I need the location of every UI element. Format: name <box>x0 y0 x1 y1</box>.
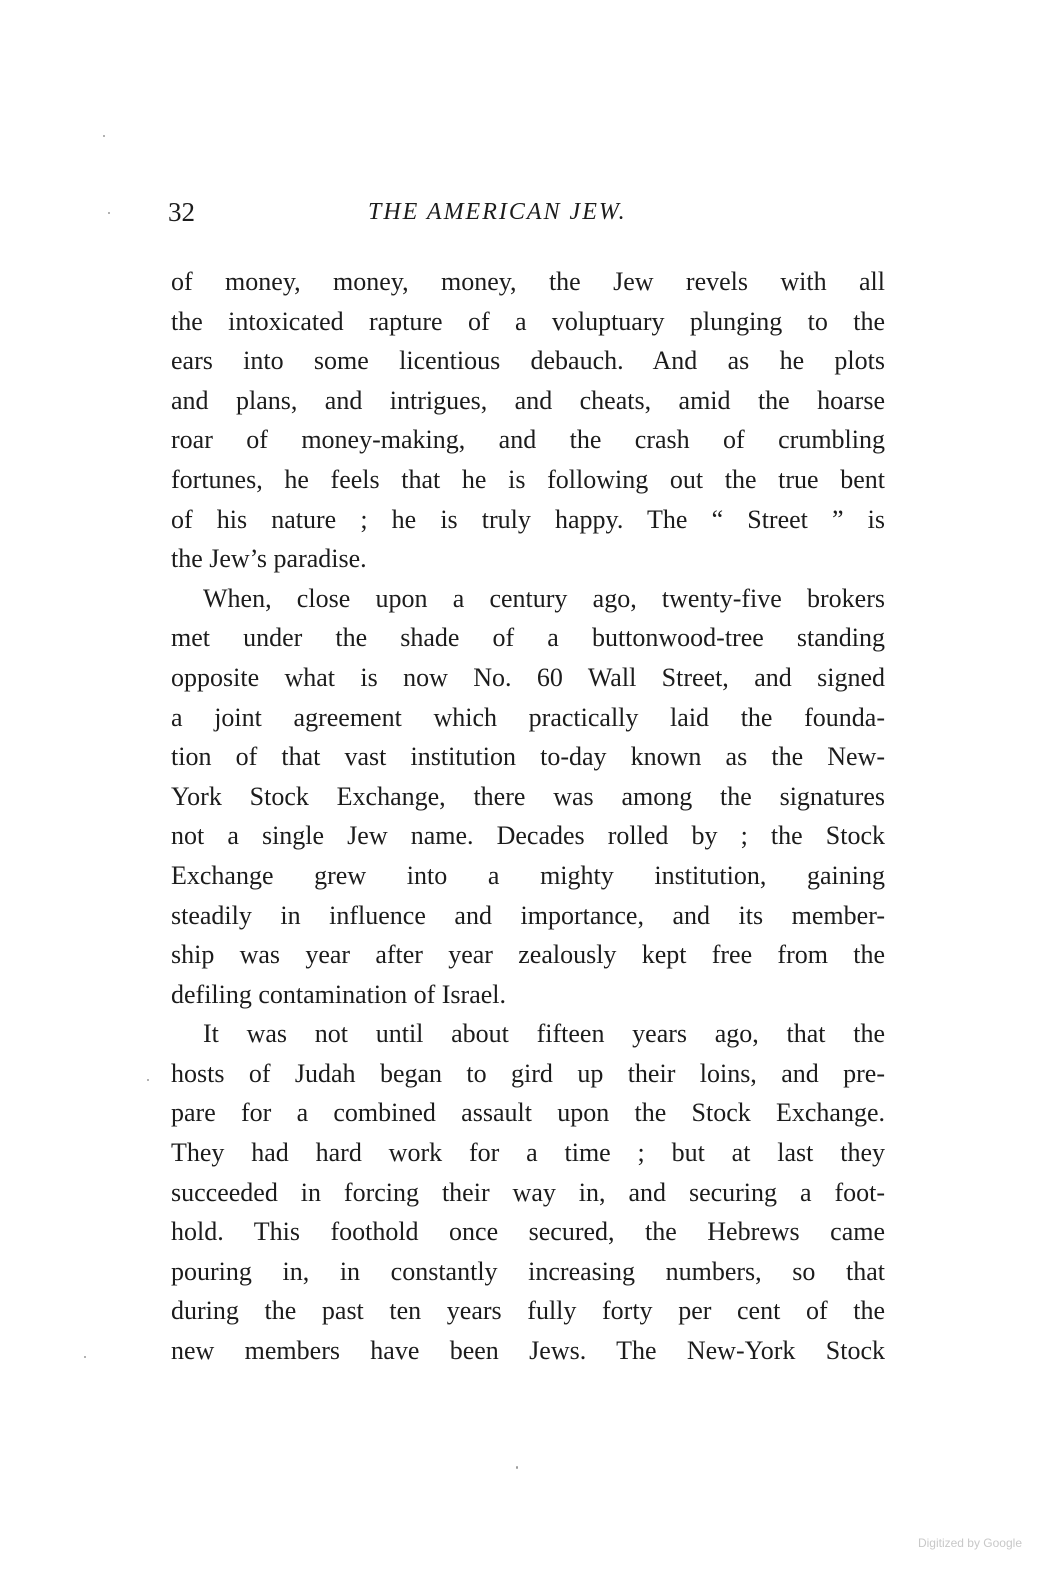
body-text <box>171 262 885 1371</box>
text-line: pare for a combined assault upon the Stock Exchange. <box>171 1098 885 1128</box>
text-line: hold. This foothold once secured, the Hebrews came <box>171 1217 885 1247</box>
text-line: met under the shade of a buttonwood-tree standing <box>171 623 885 653</box>
text-line: York Stock Exchange, there was among the signatures <box>171 781 885 811</box>
text-line: new members have been Jews. The New-York Stock <box>171 1336 885 1366</box>
text-line: They had hard work for a time ; but at last they <box>171 1138 885 1168</box>
scan-speck <box>103 135 105 137</box>
page-number: 32 <box>168 197 195 227</box>
scan-speck <box>516 1466 518 1469</box>
text-line: the intoxicated rapture of a voluptuary plunging to the <box>171 306 885 336</box>
text-line: ship was year after year zealously kept free from the <box>171 940 885 970</box>
text-line: opposite what is now No. 60 Wall Street, and signed <box>171 662 885 692</box>
text-line: of his nature ; he is truly happy. The “ Street ” is <box>171 504 885 534</box>
text-line: ears into some licentious debauch. And as he plots <box>171 346 885 376</box>
running-title: THE AMERICAN JEW. <box>368 199 627 225</box>
text-line: roar of money-making, and the crash of crumbling <box>171 425 885 455</box>
text-line: succeeded in forcing their way in, and securing a foot- <box>171 1177 885 1207</box>
text-line: the Jew’s paradise. <box>171 544 367 574</box>
text-line: a joint agreement which practically laid the founda- <box>171 702 885 732</box>
text-line: during the past ten years fully forty per cent of the <box>171 1296 885 1326</box>
page-header <box>168 192 884 232</box>
text-line: tion of that vast institution to-day known as the New- <box>171 742 885 772</box>
text-line: of money, money, money, the Jew revels with all <box>171 267 885 296</box>
text-line: It was not until about fifteen years ago, that the <box>203 1019 885 1049</box>
scan-speck <box>84 1356 86 1358</box>
scan-speck <box>147 1079 149 1081</box>
text-line: fortunes, he feels that he is following out the true bent <box>171 464 885 494</box>
text-line: pouring in, in constantly increasing numbers, so that <box>171 1256 885 1286</box>
text-line: not a single Jew name. Decades rolled by ; the Stock <box>171 821 885 851</box>
watermark: Digitized by Google <box>917 1536 1022 1550</box>
text-line: hosts of Judah began to gird up their loins, and pre- <box>171 1058 885 1088</box>
text-line: Exchange grew into a mighty institution, gaining <box>171 860 885 890</box>
text-line: and plans, and intrigues, and cheats, amid the hoarse <box>171 385 885 415</box>
text-line: steadily in influence and importance, and its member- <box>171 900 885 930</box>
scan-speck <box>108 212 110 214</box>
text-line: When, close upon a century ago, twenty-five brokers <box>203 583 885 613</box>
text-line: defiling contamination of Israel. <box>171 979 507 1009</box>
